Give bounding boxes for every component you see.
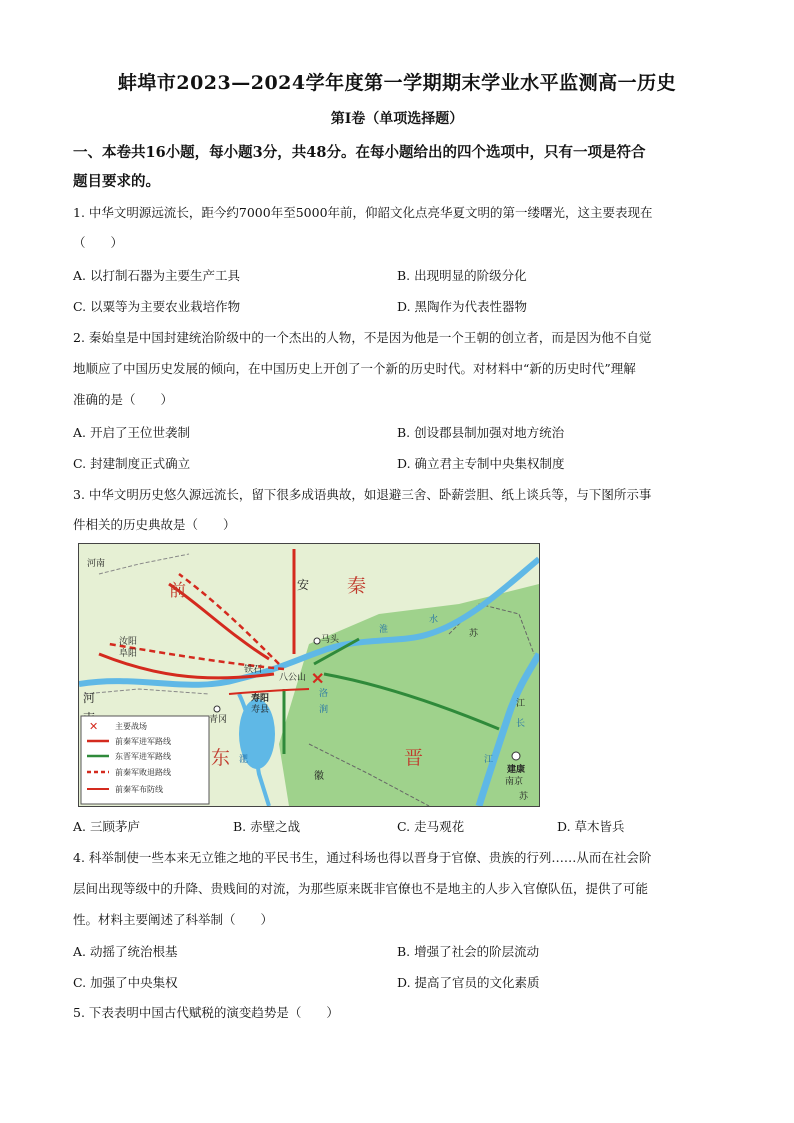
map-label: 徽 xyxy=(314,771,324,782)
map-label: 东 xyxy=(211,747,231,769)
map-label: 前 xyxy=(169,581,186,601)
q4-option-d[interactable]: D. 提高了官员的文化素质 xyxy=(397,975,540,990)
map-label: 晋 xyxy=(404,747,424,769)
map-label: 苏 xyxy=(469,629,479,639)
legend-qin-advance: 前秦军进军路线 xyxy=(115,737,171,746)
q5-line-1: 5. 下表表明中国古代赋税的演变趋势是（ ） xyxy=(73,1005,339,1020)
q4-line-3: 性。材料主要阐述了科举制（ ） xyxy=(73,912,274,927)
map-label: 马头 xyxy=(321,635,340,645)
city-marker xyxy=(214,706,220,712)
q2-line-1: 2. 秦始皇是中国封建统治阶级中的一个杰出的人物，不是因为他是一个王朝的创立者，而是因为他不自觉 xyxy=(73,330,652,345)
section-line-1: 一、本卷共16小题，每小题3分，共48分。在每小题给出的四个选项中，只有一项是符合 xyxy=(73,144,646,161)
q2-line-2: 地顺应了中国历史发展的倾向，在中国历史上开创了一个新的历史时代。对材料中“新的历史时代”理解 xyxy=(73,361,636,376)
q3-option-b[interactable]: B. 赤壁之战 xyxy=(233,819,301,834)
map-label: 安 xyxy=(297,578,310,592)
section-line-2: 题目要求的。 xyxy=(73,173,160,190)
legend-qin-defense: 前秦军布防线 xyxy=(115,785,163,794)
q1-option-d[interactable]: D. 黑陶作为代表性器物 xyxy=(397,299,528,314)
battle-marker: ✕ xyxy=(311,669,325,688)
map-label: 寿阳 xyxy=(251,694,270,704)
q4-option-a[interactable]: A. 动摇了统治根基 xyxy=(73,944,178,959)
q3-option-a[interactable]: A. 三顾茅庐 xyxy=(73,819,140,834)
map-label: 阜阳 xyxy=(119,649,138,659)
map-label: 江 xyxy=(484,755,494,765)
q2-option-d[interactable]: D. 确立君主专制中央集权制度 xyxy=(397,456,565,471)
map-label: 寿县 xyxy=(251,705,270,715)
q3-option-c[interactable]: C. 走马观花 xyxy=(397,819,465,834)
q3-line-2: 件相关的历史典故是（ ） xyxy=(73,517,236,532)
q1-line-1: 1. 中华文明源远流长，距今约7000年至5000年前，仰韶文化点亮华夏文明的第一缕曙光，这主要表现在 xyxy=(73,205,653,220)
q1-option-c[interactable]: C. 以粟等为主要农业栽培作物 xyxy=(73,299,241,314)
map-label: 南京 xyxy=(505,777,524,787)
map-label: 汝阳 xyxy=(119,637,138,647)
q3-line-1: 3. 中华文明历史悠久源远流长，留下很多成语典故，如退避三舍、卧薪尝胆、纸上谈兵等，与下图所示事 xyxy=(73,487,652,502)
q4-option-c[interactable]: C. 加强了中央集权 xyxy=(73,975,178,990)
section-instruction xyxy=(73,138,725,196)
city-marker xyxy=(512,752,520,760)
battle-map xyxy=(78,543,540,807)
map-label: 涧 xyxy=(319,705,329,715)
map-label: 江 xyxy=(516,699,526,709)
q4-option-b[interactable]: B. 增强了社会的阶层流动 xyxy=(397,944,540,959)
q1-option-b[interactable]: B. 出现明显的阶级分化 xyxy=(397,268,527,283)
q1-line-2: （ ） xyxy=(73,235,124,250)
map-label: 铁石 xyxy=(244,665,263,675)
legend-battle-icon: ✕ xyxy=(89,720,99,733)
q4-line-2: 层间出现等级中的升降、贵贱间的对流，为那些原来既非官僚也不是地主的人步入官僚队伍，提供了可能 xyxy=(73,881,649,896)
battle-map-svg xyxy=(79,544,539,806)
exam-title: 蚌埠市2023—2024学年度第一学期期末学业水平监测高一历史 xyxy=(117,72,677,94)
q2-line-3: 准确的是（ ） xyxy=(73,392,174,407)
legend-jin-advance: 东晋军进军路线 xyxy=(115,752,171,761)
map-label: 苏 xyxy=(519,792,529,802)
exam-subtitle: 第Ⅰ卷（单项选择题） xyxy=(330,111,464,127)
map-label: 秦 xyxy=(347,575,367,597)
city-marker xyxy=(314,638,320,644)
q2-option-a[interactable]: A. 开启了王位世袭制 xyxy=(73,425,190,440)
map-legend xyxy=(81,716,209,804)
legend-battle: 主要战场 xyxy=(115,722,147,731)
map-label: 青冈 xyxy=(209,715,228,725)
map-label: 河南 xyxy=(87,559,106,569)
map-label: 河 xyxy=(83,691,96,705)
map-label: 淝 xyxy=(239,755,249,765)
map-label: 建康 xyxy=(507,765,526,775)
q2-option-c[interactable]: C. 封建制度正式确立 xyxy=(73,456,191,471)
map-label: 水 xyxy=(429,615,439,625)
map-label: 洛 xyxy=(319,689,329,699)
map-label: 长 xyxy=(516,719,526,729)
q3-option-d[interactable]: D. 草木皆兵 xyxy=(557,819,625,834)
q4-line-1: 4. 科举制使一些本来无立锥之地的平民书生，通过科场也得以晋身于官僚、贵族的行列……从而在社会阶 xyxy=(73,850,652,865)
map-label: 淮 xyxy=(379,625,389,635)
legend-qin-retreat: 前秦军败退路线 xyxy=(115,768,171,777)
q1-option-a[interactable]: A. 以打制石器为主要生产工具 xyxy=(73,268,240,283)
q2-option-b[interactable]: B. 创设郡县制加强对地方统治 xyxy=(397,425,565,440)
map-label: 八公山 xyxy=(279,673,307,683)
